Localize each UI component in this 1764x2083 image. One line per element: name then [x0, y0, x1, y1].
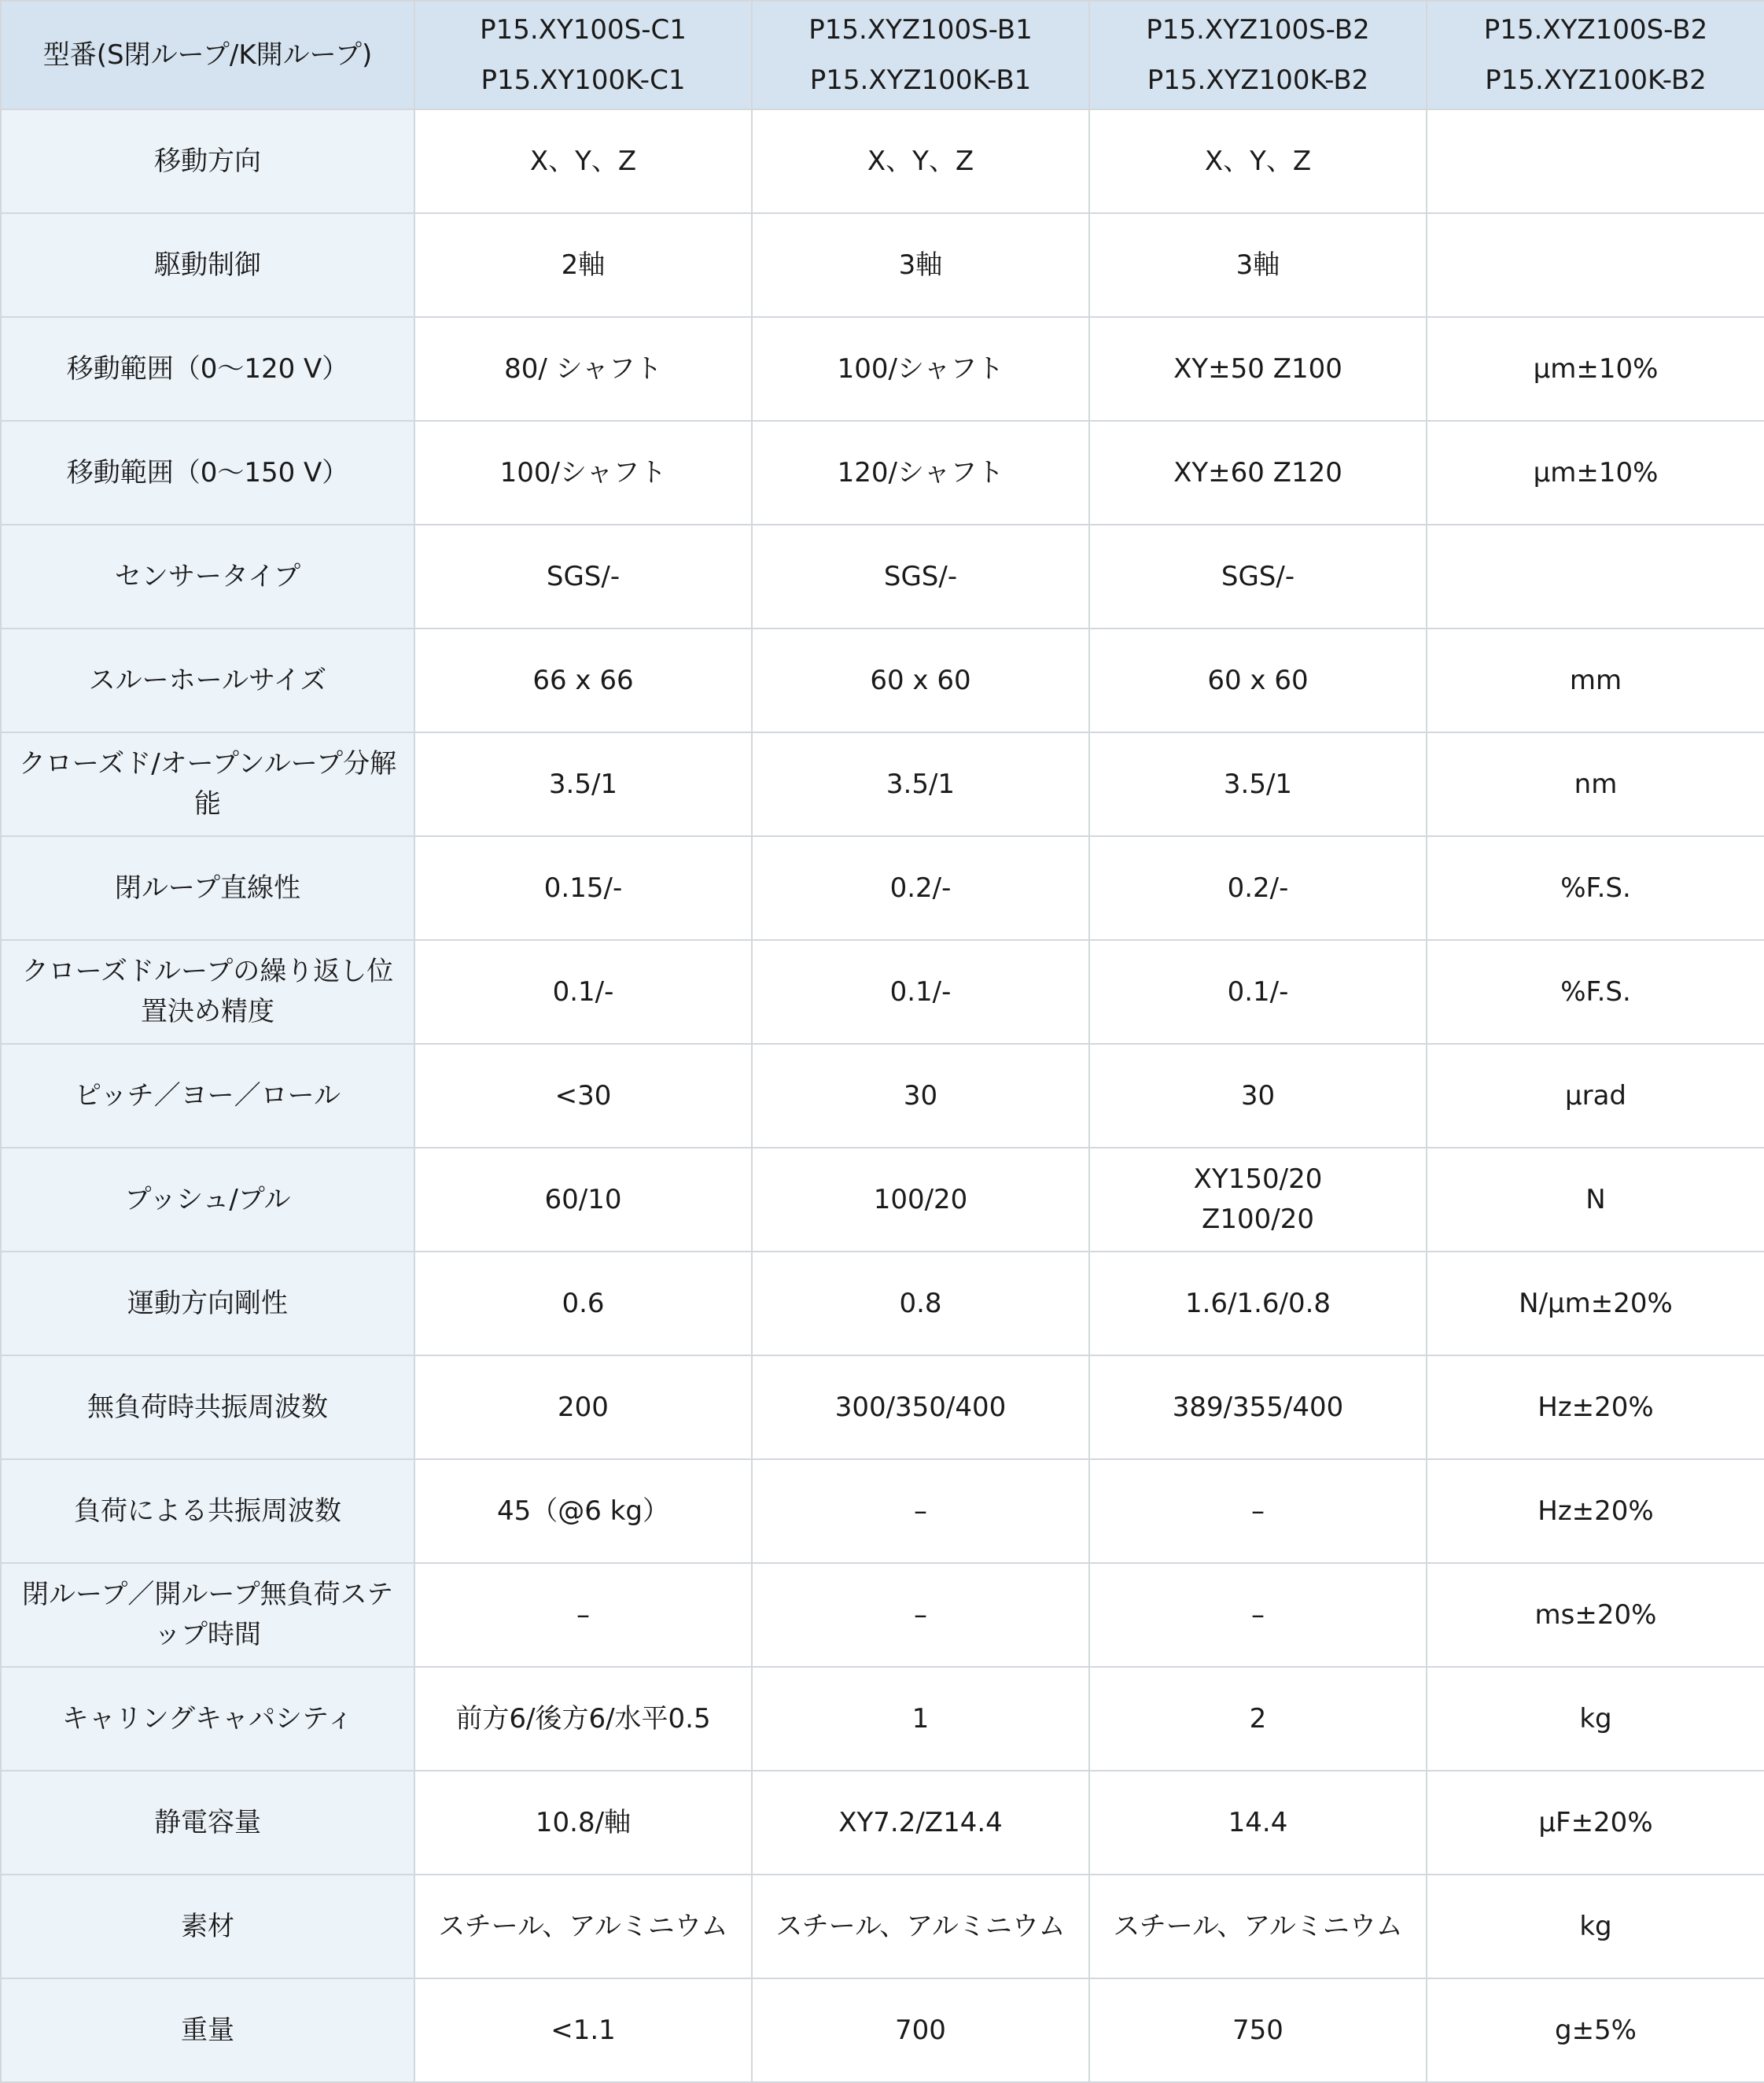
cell-text: スチール、アルミニウム	[775, 1910, 1066, 1942]
value-cell	[752, 1978, 1089, 2082]
table-row	[1, 940, 1764, 1044]
value-cell	[414, 1148, 752, 1252]
value-cell	[414, 213, 752, 317]
value-cell	[1089, 421, 1427, 525]
value-cell	[414, 1563, 752, 1667]
value-cell	[1089, 1667, 1427, 1771]
model-number: P15.XYZ100K-B2	[1147, 65, 1369, 96]
table-row	[1, 629, 1764, 732]
value-cell	[1089, 940, 1427, 1044]
cell-text: SGS/-	[883, 560, 958, 592]
table-row	[1, 1459, 1764, 1563]
value-cell	[414, 421, 752, 525]
cell-text: XY±50 Z100	[1173, 352, 1342, 385]
value-cell	[1089, 629, 1427, 732]
value-cell	[1427, 1563, 1764, 1667]
table-header	[1, 1, 1764, 109]
value-cell	[414, 1978, 752, 2082]
cell-text: µm±10%	[1533, 352, 1659, 385]
header-model-cell	[1089, 1, 1427, 109]
value-cell	[414, 1044, 752, 1148]
cell-text: 前方6/後方6/水平0.5	[455, 1702, 711, 1735]
cell-text: 0.8	[899, 1287, 942, 1319]
table-row	[1, 421, 1764, 525]
value-cell	[752, 629, 1089, 732]
cell-text: 2	[1249, 1702, 1267, 1735]
cell-text: X、Y、Z	[529, 145, 637, 177]
cell-text: <30	[554, 1079, 612, 1112]
cell-text: 1.6/1.6/0.8	[1184, 1287, 1331, 1319]
cell-text: g±5%	[1554, 2014, 1637, 2046]
value-cell	[752, 1459, 1089, 1563]
cell-text: 3軸	[898, 249, 943, 281]
cell-text: 30	[903, 1079, 938, 1112]
value-cell	[1427, 1459, 1764, 1563]
row-label-cell: 静電容量	[1, 1771, 414, 1875]
model-number: P15.XYZ100K-B1	[809, 65, 1032, 96]
cell-text: 0.6	[562, 1287, 605, 1319]
value-cell	[752, 1771, 1089, 1875]
table-row	[1, 836, 1764, 940]
cell-text: –	[1251, 1598, 1265, 1631]
cell-text: XY±60 Z120	[1173, 456, 1342, 488]
cell-text: 3.5/1	[886, 768, 956, 800]
cell-text: SGS/-	[1221, 560, 1295, 592]
cell-text: 120/シャフト	[837, 456, 1004, 488]
cell-text: 60 x 60	[1207, 664, 1309, 696]
cell-text: 60/10	[544, 1183, 622, 1215]
value-cell	[1427, 213, 1764, 317]
model-number: P15.XY100K-C1	[481, 65, 686, 96]
table-row	[1, 1148, 1764, 1252]
cell-text: %F.S.	[1560, 872, 1631, 904]
row-label-cell: 閉ループ／開ループ無負荷ステップ時間	[1, 1563, 414, 1667]
value-cell	[1089, 1771, 1427, 1875]
value-cell	[1089, 1563, 1427, 1667]
table-body	[1, 109, 1764, 2082]
value-cell	[1427, 525, 1764, 629]
table-row	[1, 1875, 1764, 1978]
cell-text: N/µm±20%	[1519, 1287, 1673, 1319]
value-cell	[752, 732, 1089, 836]
value-cell	[1089, 732, 1427, 836]
cell-text: –	[576, 1598, 590, 1631]
value-cell	[752, 525, 1089, 629]
cell-text: kg	[1579, 1702, 1612, 1735]
value-cell	[414, 732, 752, 836]
model-number: P15.XY100S-C1	[480, 14, 687, 46]
cell-text: 700	[895, 2014, 946, 2046]
cell-text: µm±10%	[1533, 456, 1659, 488]
row-label-cell: 負荷による共振周波数	[1, 1459, 414, 1563]
value-cell	[752, 940, 1089, 1044]
header-model-cell	[752, 1, 1089, 109]
header-model-cell	[414, 1, 752, 109]
table-row	[1, 1044, 1764, 1148]
cell-text: Z100/20	[1202, 1204, 1314, 1235]
header-model-cell	[1427, 1, 1764, 109]
value-cell	[1089, 1875, 1427, 1978]
value-cell	[1427, 1252, 1764, 1355]
cell-text: ms±20%	[1534, 1598, 1657, 1631]
cell-text: 300/350/400	[834, 1391, 1007, 1423]
value-cell	[1427, 1771, 1764, 1875]
value-cell	[414, 1355, 752, 1459]
row-label-cell: 運動方向剛性	[1, 1252, 414, 1355]
cell-text: 0.2/-	[889, 872, 952, 904]
table-row	[1, 1563, 1764, 1667]
value-cell	[1089, 525, 1427, 629]
cell-text: X、Y、Z	[1204, 145, 1312, 177]
cell-text: 1	[911, 1702, 930, 1735]
header-label-cell: 型番(S閉ループ/K開ループ)	[1, 1, 414, 109]
value-cell	[414, 836, 752, 940]
value-cell	[752, 317, 1089, 421]
cell-text: 0.2/-	[1227, 872, 1289, 904]
value-cell	[1427, 109, 1764, 213]
value-cell	[1089, 1459, 1427, 1563]
row-label-cell: プッシュ/プル	[1, 1148, 414, 1252]
cell-text: XY7.2/Z14.4	[838, 1806, 1003, 1838]
value-cell	[414, 1875, 752, 1978]
row-label-cell: クローズド/オープンループ分解能	[1, 732, 414, 836]
cell-text: 3軸	[1236, 249, 1280, 281]
cell-text: 0.1/-	[552, 975, 614, 1008]
model-number: P15.XYZ100S-B1	[808, 14, 1033, 46]
cell-text: %F.S.	[1560, 975, 1631, 1008]
value-cell	[752, 109, 1089, 213]
cell-text: 200	[558, 1391, 609, 1423]
table-row	[1, 213, 1764, 317]
table-row	[1, 317, 1764, 421]
cell-text: N	[1585, 1183, 1606, 1215]
cell-text: 30	[1240, 1079, 1276, 1112]
value-cell	[1427, 1148, 1764, 1252]
value-cell	[414, 525, 752, 629]
cell-text: –	[914, 1598, 927, 1631]
value-cell	[1427, 1875, 1764, 1978]
value-cell	[414, 940, 752, 1044]
row-label-cell: 素材	[1, 1875, 414, 1978]
value-cell	[1089, 836, 1427, 940]
value-cell	[414, 317, 752, 421]
value-cell	[414, 1667, 752, 1771]
cell-text: <1.1	[551, 2014, 616, 2046]
value-cell	[1427, 1667, 1764, 1771]
value-cell	[752, 1563, 1089, 1667]
cell-text: 2軸	[561, 249, 606, 281]
table-row	[1, 1355, 1764, 1459]
row-label-cell: 閉ループ直線性	[1, 836, 414, 940]
row-label-cell: 移動方向	[1, 109, 414, 213]
value-cell	[1427, 836, 1764, 940]
value-cell	[1427, 317, 1764, 421]
cell-text: 14.4	[1228, 1806, 1288, 1838]
table-row	[1, 109, 1764, 213]
cell-text: –	[1251, 1495, 1265, 1527]
cell-text: スチール、アルミニウム	[1113, 1910, 1403, 1942]
table-row	[1, 732, 1764, 836]
cell-text: 45（@6 kg）	[497, 1495, 669, 1527]
value-cell	[414, 1252, 752, 1355]
row-label-cell: 重量	[1, 1978, 414, 2082]
value-cell	[1089, 1252, 1427, 1355]
value-cell	[1089, 213, 1427, 317]
value-cell	[1427, 1355, 1764, 1459]
cell-text: X、Y、Z	[867, 145, 974, 177]
cell-text: 750	[1232, 2014, 1283, 2046]
cell-text: Hz±20%	[1538, 1391, 1654, 1423]
value-cell	[752, 1148, 1089, 1252]
cell-text: XY150/20	[1193, 1163, 1323, 1195]
value-cell	[752, 1667, 1089, 1771]
cell-text: 389/355/400	[1172, 1391, 1344, 1423]
value-cell	[752, 1252, 1089, 1355]
cell-text: 3.5/1	[1223, 768, 1293, 800]
cell-text: kg	[1579, 1910, 1612, 1942]
cell-text: 0.15/-	[543, 872, 623, 904]
value-cell	[414, 1771, 752, 1875]
value-cell	[1089, 109, 1427, 213]
value-cell	[1427, 940, 1764, 1044]
value-cell	[1089, 1148, 1427, 1252]
model-number: P15.XYZ100S-B2	[1146, 14, 1370, 46]
table-row	[1, 1978, 1764, 2082]
row-label-cell: スルーホールサイズ	[1, 629, 414, 732]
value-cell	[1089, 1978, 1427, 2082]
value-cell	[1089, 317, 1427, 421]
cell-text: 100/20	[873, 1183, 968, 1215]
row-label-cell: 移動範囲（0～120 V）	[1, 317, 414, 421]
table-row	[1, 1771, 1764, 1875]
cell-text: 0.1/-	[1227, 975, 1289, 1008]
value-cell	[1427, 629, 1764, 732]
cell-text: 3.5/1	[548, 768, 618, 800]
value-cell	[1427, 732, 1764, 836]
model-number: P15.XYZ100K-B2	[1485, 65, 1707, 96]
table-row	[1, 1667, 1764, 1771]
cell-text: µF±20%	[1538, 1806, 1653, 1838]
value-cell	[414, 109, 752, 213]
cell-text: Hz±20%	[1538, 1495, 1654, 1527]
value-cell	[752, 421, 1089, 525]
cell-text: 60 x 60	[870, 664, 971, 696]
row-label-cell: ピッチ／ヨー／ロール	[1, 1044, 414, 1148]
row-label-cell: 駆動制御	[1, 213, 414, 317]
cell-text: スチール、アルミニウム	[438, 1910, 728, 1942]
row-label-cell: クローズドループの繰り返し位置決め精度	[1, 940, 414, 1044]
value-cell	[1427, 1978, 1764, 2082]
cell-text: 0.1/-	[889, 975, 952, 1008]
cell-text: SGS/-	[546, 560, 621, 592]
value-cell	[1089, 1355, 1427, 1459]
value-cell	[414, 1459, 752, 1563]
value-cell	[1427, 421, 1764, 525]
cell-text: 10.8/軸	[535, 1806, 632, 1838]
cell-text: 66 x 66	[532, 664, 634, 696]
value-cell	[752, 1044, 1089, 1148]
value-cell	[752, 1355, 1089, 1459]
row-label-cell: 移動範囲（0～150 V）	[1, 421, 414, 525]
value-cell	[752, 1875, 1089, 1978]
value-cell	[1427, 1044, 1764, 1148]
row-label-cell: センサータイプ	[1, 525, 414, 629]
cell-text: 80/ シャフト	[504, 352, 662, 385]
row-label-cell: 無負荷時共振周波数	[1, 1355, 414, 1459]
table-row	[1, 525, 1764, 629]
value-cell	[414, 629, 752, 732]
cell-text: 100/シャフト	[499, 456, 667, 488]
cell-text: nm	[1574, 768, 1618, 800]
table-row	[1, 1252, 1764, 1355]
header-row	[1, 1, 1764, 109]
cell-text: –	[914, 1495, 927, 1527]
value-cell	[1089, 1044, 1427, 1148]
cell-text: µrad	[1564, 1079, 1627, 1112]
value-cell	[752, 836, 1089, 940]
cell-text: 100/シャフト	[837, 352, 1004, 385]
value-cell	[752, 213, 1089, 317]
row-label-cell: キャリングキャパシティ	[1, 1667, 414, 1771]
cell-text: mm	[1569, 664, 1622, 696]
model-number: P15.XYZ100S-B2	[1483, 14, 1708, 46]
